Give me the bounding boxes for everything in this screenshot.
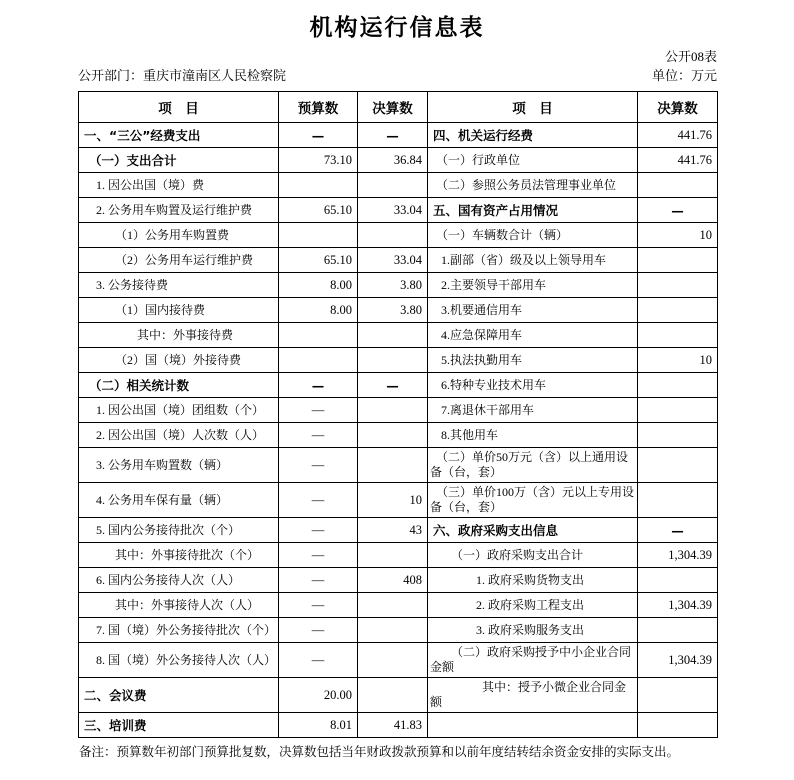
item-label: 2. 因公出国（境）人次数（人） [96, 427, 265, 442]
item-label: 其中：授予小微企业合同金额 [430, 680, 627, 709]
final-value-cell: 36.84 [358, 148, 428, 173]
final-value-cell [358, 448, 428, 483]
item-cell-right [428, 373, 638, 398]
item-cell-left [79, 323, 279, 348]
table-row [79, 298, 718, 323]
final-value-cell: 33.04 [358, 248, 428, 273]
final-value-cell: 3.80 [358, 298, 428, 323]
final-value-cell-right [638, 678, 718, 713]
final-value-cell-right: 1,304.39 [638, 593, 718, 618]
item-cell-left [79, 713, 279, 738]
final-value-cell-right [638, 423, 718, 448]
final-value-cell: — [358, 373, 428, 398]
table-row [79, 273, 718, 298]
item-cell-left [79, 448, 279, 483]
table-row [79, 398, 718, 423]
item-cell-left [79, 483, 279, 518]
item-cell-right [428, 173, 638, 198]
item-label: （二）相关统计数 [89, 377, 190, 393]
final-value-cell [358, 398, 428, 423]
table-row [79, 348, 718, 373]
item-cell-left [79, 298, 279, 323]
item-label: 四、机关运行经费 [433, 127, 534, 143]
item-cell-right [428, 148, 638, 173]
item-cell-right [428, 713, 638, 738]
final-value-cell [358, 543, 428, 568]
table-row [79, 568, 718, 593]
budget-value-cell: — [279, 643, 358, 678]
table-row [79, 198, 718, 223]
item-label: 其中：外事接待批次（个） [115, 547, 260, 562]
item-label: 6. 国内公务接待人次（人） [96, 572, 241, 587]
item-label: （二）参照公务员法管理事业单位 [436, 177, 617, 192]
item-label: 其中：外事接待费 [137, 327, 234, 342]
final-value-cell-right [638, 373, 718, 398]
budget-value-cell: 20.00 [279, 678, 358, 713]
final-value-cell-right: 441.76 [638, 148, 718, 173]
final-value-cell [358, 678, 428, 713]
final-value-cell-right [638, 398, 718, 423]
final-value-cell-right [638, 483, 718, 518]
item-label: 1. 政府采购货物支出 [476, 572, 585, 587]
final-value-cell: 43 [358, 518, 428, 543]
item-label: 8.其他用车 [441, 427, 499, 442]
budget-value-cell: — [279, 423, 358, 448]
item-label: 3. 公务接待费 [96, 277, 169, 292]
final-value-cell [358, 423, 428, 448]
final-value-cell-right [638, 248, 718, 273]
item-label: 三、培训费 [84, 717, 147, 733]
table-row [79, 448, 718, 483]
item-cell-left [79, 593, 279, 618]
budget-value-cell: — [279, 543, 358, 568]
info-table [78, 91, 718, 738]
item-cell-left [79, 618, 279, 643]
item-label: 3. 公务用车购置数（辆） [96, 457, 229, 472]
table-code: 公开08表 [664, 49, 717, 64]
item-cell-right [428, 518, 638, 543]
item-cell-left [79, 223, 279, 248]
table-row [79, 593, 718, 618]
budget-value-cell: 65.10 [279, 248, 358, 273]
final-value-cell [358, 348, 428, 373]
item-label: 3. 政府采购服务支出 [476, 622, 585, 637]
item-cell-left [79, 518, 279, 543]
final-value-cell: 408 [358, 568, 428, 593]
item-cell-right [428, 483, 638, 518]
final-value-cell-right [638, 618, 718, 643]
item-label: 2. 政府采购工程支出 [476, 597, 585, 612]
budget-value-cell: — [279, 373, 358, 398]
item-cell-left [79, 373, 279, 398]
item-cell-left [79, 348, 279, 373]
table-row [79, 223, 718, 248]
item-cell-right [428, 618, 638, 643]
item-label: 1. 因公出国（境）团组数（个） [96, 402, 265, 417]
item-label: （一）政府采购支出合计 [451, 547, 584, 562]
item-label: 7.离退休干部用车 [441, 402, 535, 417]
budget-value-cell [279, 323, 358, 348]
table-row [79, 173, 718, 198]
item-cell-right [428, 423, 638, 448]
dept-unit-line [78, 67, 717, 84]
budget-value-cell: — [279, 618, 358, 643]
item-cell-right [428, 123, 638, 148]
final-value-cell: — [358, 123, 428, 148]
item-cell-right [428, 348, 638, 373]
budget-value-cell: 8.00 [279, 298, 358, 323]
item-label: 2. 公务用车购置及运行维护费 [96, 202, 253, 217]
item-cell-left [79, 398, 279, 423]
item-label: （三）单价100万（含）元以上专用设备（台，套） [430, 485, 635, 514]
budget-value-cell: 8.00 [279, 273, 358, 298]
item-cell-right [428, 248, 638, 273]
item-label: （2）国（境）外接待费 [115, 352, 242, 367]
item-cell-left [79, 543, 279, 568]
item-label: 2.主要领导干部用车 [441, 277, 547, 292]
item-cell-right [428, 593, 638, 618]
item-label: 1.副部（省）级及以上领导用车 [441, 252, 607, 267]
table-row [79, 618, 718, 643]
item-cell-right [428, 543, 638, 568]
final-value-cell [358, 173, 428, 198]
item-label: （1）公务用车购置费 [115, 227, 230, 242]
table-row [79, 483, 718, 518]
header-final-right: 决算数 [638, 92, 718, 123]
item-label: 1. 因公出国（境）费 [96, 177, 205, 192]
final-value-cell [358, 323, 428, 348]
final-value-cell-right: 10 [638, 223, 718, 248]
item-cell-right [428, 448, 638, 483]
table-row [79, 518, 718, 543]
item-cell-right [428, 323, 638, 348]
item-cell-right [428, 398, 638, 423]
budget-value-cell [279, 223, 358, 248]
final-value-cell-right [638, 173, 718, 198]
item-label: （1）国内接待费 [115, 302, 206, 317]
final-value-cell: 10 [358, 483, 428, 518]
item-cell-left [79, 123, 279, 148]
header-item-right: 项 目 [428, 92, 638, 123]
table-row [79, 713, 718, 738]
item-cell-left [79, 643, 279, 678]
final-value-cell-right: 1,304.39 [638, 643, 718, 678]
table-row [79, 643, 718, 678]
item-cell-left [79, 568, 279, 593]
final-value-cell-right: 441.76 [638, 123, 718, 148]
final-value-cell-right [638, 448, 718, 483]
final-value-cell-right: — [638, 198, 718, 223]
final-value-cell [358, 643, 428, 678]
final-value-cell-right [638, 568, 718, 593]
item-label: 4.应急保障用车 [441, 327, 523, 342]
table-row [79, 123, 718, 148]
item-label: 8. 国（境）外公务接待人次（人） [96, 652, 277, 667]
budget-value-cell: — [279, 518, 358, 543]
final-value-cell [358, 223, 428, 248]
item-cell-right [428, 298, 638, 323]
item-cell-right [428, 273, 638, 298]
table-row [79, 678, 718, 713]
budget-value-cell: — [279, 398, 358, 423]
final-value-cell-right [638, 323, 718, 348]
item-cell-left [79, 148, 279, 173]
item-cell-left [79, 423, 279, 448]
budget-value-cell: — [279, 483, 358, 518]
final-value-cell-right [638, 713, 718, 738]
header-item-left: 项 目 [79, 92, 279, 123]
final-value-cell [358, 593, 428, 618]
item-label: （二）政府采购授予中小企业合同金额 [430, 645, 632, 674]
item-label: （二）单价50万元（含）以上通用设备（台，套） [430, 450, 629, 479]
item-label: 其中：外事接待人次（人） [115, 597, 260, 612]
unit-label: 单位：万元 [651, 68, 717, 83]
final-value-cell-right: — [638, 518, 718, 543]
final-value-cell: 41.83 [358, 713, 428, 738]
item-label: 一、“三公”经费支出 [84, 127, 201, 143]
table-row [79, 148, 718, 173]
item-label: 7. 国（境）外公务接待批次（个） [96, 622, 277, 637]
item-cell-right [428, 223, 638, 248]
table-row [79, 323, 718, 348]
table-row [79, 248, 718, 273]
item-cell-left [79, 173, 279, 198]
table-header [79, 92, 718, 123]
item-label: （一）车辆数合计（辆） [436, 227, 569, 242]
budget-value-cell: — [279, 123, 358, 148]
department-label: 公开部门：重庆市潼南区人民检察院 [78, 68, 287, 83]
budget-value-cell: 65.10 [279, 198, 358, 223]
budget-value-cell [279, 173, 358, 198]
header-row [79, 92, 718, 123]
meta-block [78, 48, 717, 84]
item-cell-left [79, 198, 279, 223]
item-cell-right [428, 643, 638, 678]
item-label: 3.机要通信用车 [441, 302, 523, 317]
table-body [79, 123, 718, 738]
budget-value-cell: — [279, 568, 358, 593]
budget-value-cell: 73.10 [279, 148, 358, 173]
budget-value-cell: 8.01 [279, 713, 358, 738]
item-cell-left [79, 273, 279, 298]
budget-value-cell [279, 348, 358, 373]
budget-value-cell: — [279, 593, 358, 618]
table-row [79, 373, 718, 398]
header-budget: 预算数 [279, 92, 358, 123]
final-value-cell-right [638, 273, 718, 298]
item-cell-left [79, 248, 279, 273]
page-title: 机构运行信息表 [309, 15, 485, 41]
item-cell-right [428, 568, 638, 593]
final-value-cell-right: 1,304.39 [638, 543, 718, 568]
item-label: 4. 公务用车保有量（辆） [96, 492, 229, 507]
table-row [79, 423, 718, 448]
final-value-cell-right: 10 [638, 348, 718, 373]
item-label: 六、政府采购支出信息 [433, 522, 559, 538]
item-label: （一）行政单位 [436, 152, 521, 167]
header-final-left: 决算数 [358, 92, 428, 123]
item-cell-right [428, 678, 638, 713]
table-row [79, 543, 718, 568]
final-value-cell-right [638, 298, 718, 323]
budget-value-cell: — [279, 448, 358, 483]
footnote: 备注：预算数年初部门预算批复数，决算数包括当年财政拨款预算和以前年度结转结余资金安排的实际支出。 [79, 745, 680, 759]
item-label: 五、国有资产占用情况 [433, 202, 559, 218]
final-value-cell [358, 618, 428, 643]
final-value-cell: 3.80 [358, 273, 428, 298]
item-cell-left [79, 678, 279, 713]
item-label: （一）支出合计 [89, 152, 177, 168]
item-label: 5. 国内公务接待批次（个） [96, 522, 241, 537]
final-value-cell: 33.04 [358, 198, 428, 223]
item-label: 5.执法执勤用车 [441, 352, 523, 367]
item-label: （2）公务用车运行维护费 [115, 252, 254, 267]
item-cell-right [428, 198, 638, 223]
item-label: 二、会议费 [84, 687, 147, 703]
item-label: 6.特种专业技术用车 [441, 377, 547, 392]
